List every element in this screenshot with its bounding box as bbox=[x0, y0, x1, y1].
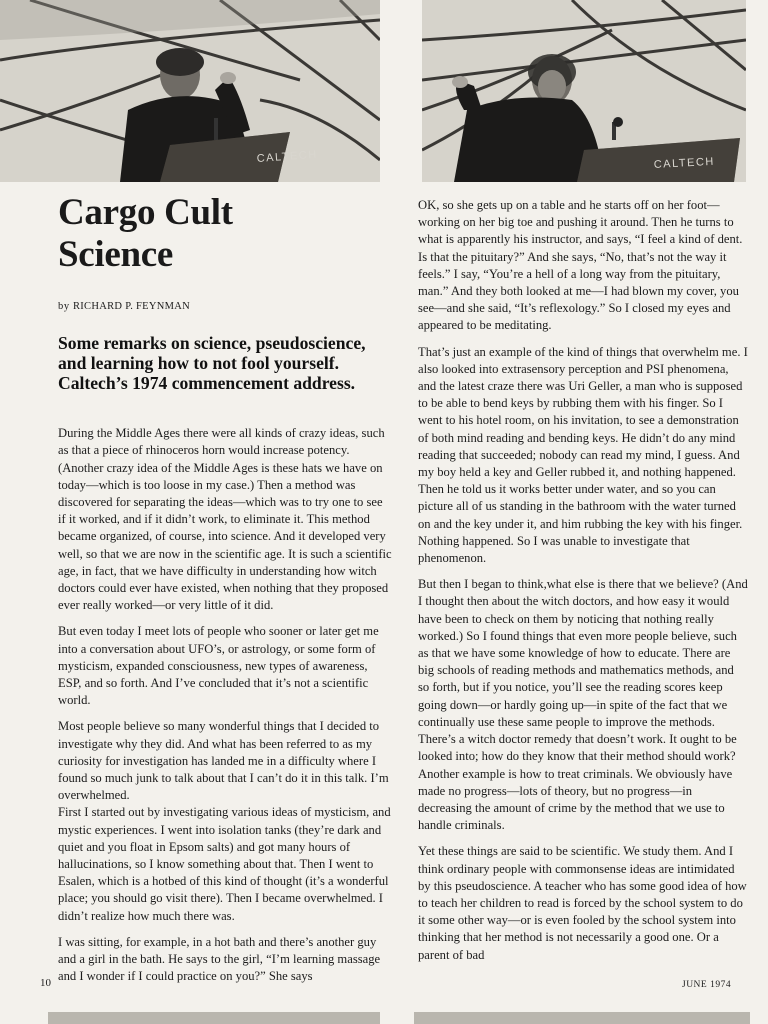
issue-date: JUNE 1974 bbox=[682, 980, 732, 990]
paragraph: Yet these things are said to be scientific. We study them. And I think ordinary people with commonsense ideas are intimidated by this pseudoscience. A teacher who has some good idea of how to teach her children to read is forced by the school system to do it some other way—or is even fooled by the school system into thinking that her method is not necessarily a good one. Or a parent of bad bbox=[418, 844, 747, 962]
paragraph: But even today I meet lots of people who sooner or later get me into a conversation about UFO’s, or astrology, or some form of mysticism, expanded consciousness, new types of awareness, ESP, and so forth. And I’ve concluded that it’s not a scientific world. bbox=[58, 624, 379, 708]
byline-prefix: by bbox=[58, 301, 70, 312]
podium-label-left: CALTECH bbox=[256, 148, 319, 165]
article-title-line2: Science bbox=[58, 234, 174, 275]
article-column-right bbox=[418, 197, 748, 964]
paragraph: I was sitting, for example, in a hot bath and there’s another guy and a girl in the bath. He says to the girl, “I’m learning massage and I wonder if I could practice on you?” She says bbox=[58, 934, 381, 984]
next-page-photo-strip-right bbox=[414, 1012, 750, 1024]
byline-author: RICHARD P. FEYNMAN bbox=[72, 301, 191, 312]
paragraph: During the Middle Ages there were all kinds of crazy ideas, such as that a piece of rhinoceros horn would increase potency. (Another crazy idea of the Middle Ages is these hats we have on today—which is too loose in my case.) Then a method was discovered for separating the ideas—which was to try one to see if it worked, and if it didn’t work, to eliminate it. This method became organized, of course, into science. And it developed very well, so that we are now in the scientific age. It is such a scientific age, in fact, that we have difficulty in understanding how witch doctors could ever have existed, when nothing that they proposed ever really worked—or very little of it did. bbox=[58, 426, 392, 613]
article-column-left bbox=[58, 192, 392, 986]
article-title bbox=[58, 192, 392, 276]
speaker-photo-right-image bbox=[422, 0, 746, 182]
speaker-photo-left bbox=[0, 0, 380, 182]
next-page-photo-strip-left bbox=[48, 1012, 380, 1024]
paragraph: But then I began to think,what else is there that we believe? (And I thought then about the witch doctors, and how easy it would have been to check on them by noticing that nothing really worked.) So I found things that even more people believe, such as that we have some knowledge of how to educate. There are big schools of reading methods and mathematics methods, and so forth, but if you notice, you’ll see the reading scores keep going down—or hardly going up—in spite of the fact that we continually use these same people to improve the methods. There’s a witch doctor remedy that doesn’t work. It ought to be looked into; how do they know that their method should work? Another example is how to treat criminals. We obviously have made no progress—lots of theory, but no progress—in decreasing the amount of crime by the method that we use to handle criminals. bbox=[418, 577, 748, 833]
speaker-photo-right bbox=[422, 0, 746, 182]
article-deck: Some remarks on science, pseudoscience, and learning how to not fool yourself. Caltech’s 1974 commencement address. bbox=[58, 333, 366, 394]
speaker-photo-left-image bbox=[0, 0, 380, 182]
paragraph: That’s just an example of the kind of things that overwhelm me. I also looked into extrasensory perception and PSI phenomena, and the latest craze there was Uri Geller, a man who is supposed to be able to bend keys by rubbing them with his finger. So I went to his hotel room, on his invitation, to see a demonstration of both mind reading and bending keys. He didn’t do any mind reading that succeeded; nobody can read my mind, I guess. And my boy held a key and Geller rubbed it, and nothing happened. Then he told us it works better under water, and so you can picture all of us standing in the bathroom with the water turned on and the key under it, and him rubbing the key with his finger. Nothing happened. So I was unable to investigate that phenomenon. bbox=[418, 344, 748, 566]
page-number: 10 bbox=[40, 977, 51, 989]
article-byline bbox=[58, 298, 392, 315]
paragraph: Most people believe so many wonderful things that I decided to investigate why they did. And what has been referred to as my curiosity for investigation has landed me in a difficulty where I found so much junk to talk about that I can’t do it in this talk. I’m overwhelmed. First I started out by investigating various ideas of mysticism, and mystic experiences. I went into isolation tanks (they’re dark and quiet and you float in Epsom salts) and got many hours of hallucinations, so I know something about that. Then I went to Esalen, which is a hotbed of this kind of thought (it’s a wonderful place; you should go visit there). Then I became overwhelmed. I didn’t realize how much there was. bbox=[58, 719, 391, 923]
paragraph: OK, so she gets up on a table and he starts off on her foot—working on her big toe and pushing it around. Then he turns to what is apparently his instructor, and says, “I feel a kind of dent. Is that the pituitary?” And she says, “No, that’s not the way it feels.” I say, “You’re a hell of a long way from the pituitary, man.” And they both looked at me—I had blown my cover, you see—and she said, “It’s reflexology.” So I closed my eyes and appeared to be meditating. bbox=[418, 198, 743, 333]
article-title-line1: Cargo Cult bbox=[58, 192, 233, 233]
podium-label-right: CALTECH bbox=[653, 155, 716, 171]
